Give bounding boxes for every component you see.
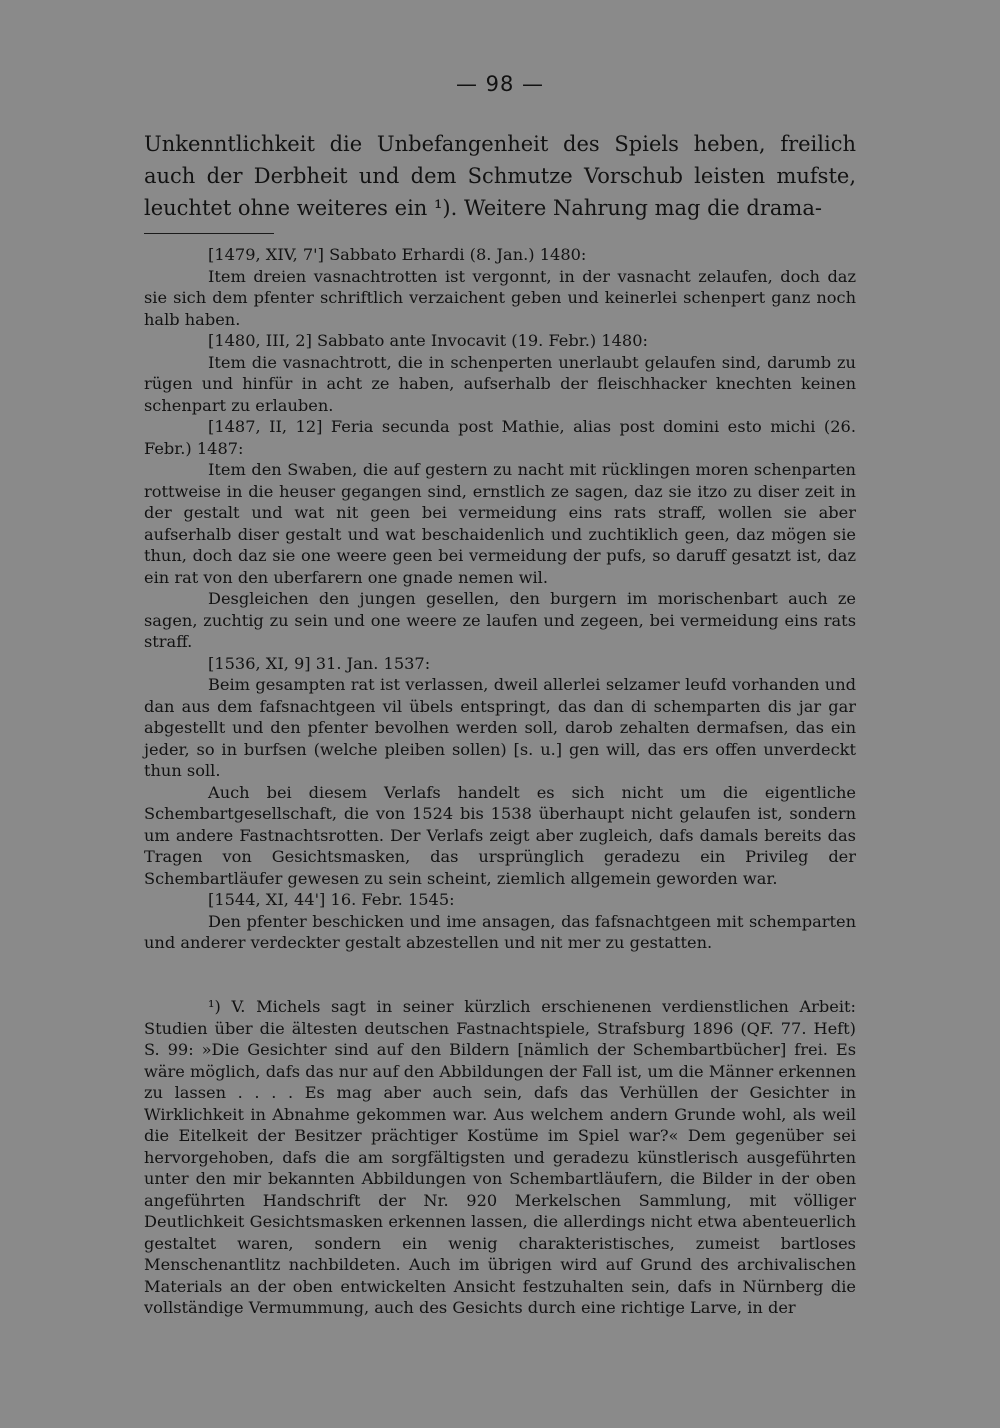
main-paragraph: Unkenntlichkeit die Unbefangenheit des Spiels heben, freilich auch der Derbheit und dem Schmutze Vorschub leisten mufste, leuchtet ohne weiteres ein ¹). Weitere Nahrung mag die drama- (144, 132, 856, 220)
note-paragraph: Beim gesampten rat ist verlassen, dweil allerlei selzamer leufd vorhanden und dan aus dem fafsnachtgeen vil übels entspringt, das dan di schemparten dis jar gar abgestellt und den pfenter bevolhen werden soll, darob zehalten dermafsen, das ein jeder, so in burfsen (welche pleiben sollen) [s. u.] gen will, das ers offen unverdeckt thun soll. (144, 675, 856, 780)
note-heading: [1480, III, 2] Sabbato ante Invocavit (19. Febr.) 1480: (208, 331, 648, 350)
note-heading: [1479, XIV, 7'] Sabbato Erhardi (8. Jan.) 1480: (208, 245, 587, 264)
footnote-block (144, 996, 856, 1319)
note-paragraph: Item dreien vasnachtrotten ist vergonnt, in der vasnacht zelaufen, doch daz sie sich dem pfenter schriftlich verzaichent geben und keinerlei schenpert ganz noch halb haben. (144, 266, 856, 329)
note-heading: [1544, XI, 44'] 16. Febr. 1545: (208, 890, 455, 909)
footnote-text: ¹) V. Michels sagt in seiner kürzlich erschienenen verdienstlichen Arbeit: Studien über die ältesten deutschen Fastnachtspiele, Strafsburg 1896 (QF. 77. Heft) S. 99: »Die Gesichter sind auf den Bildern [nämlich der Schembartbücher] frei. Es wäre möglich, dafs das nur auf den Abbildungen der Fall ist, um die Männer erkennen zu lassen . . . . Es mag aber auch sein, dafs das Verhüllen der Gesichter in Wirklichkeit in Abnahme gekommen war. Aus welchem andern Grunde wohl, als weil die Eitelkeit der Besitzer prächtiger Kostüme im Spiel war?« Dem gegenüber sei hervorgehoben, dafs die am sorgfältigsten und geradezu künstlerisch ausgeführten unter den mir bekannten Abbildungen von Schembartläufern, die Bilder in der oben angeführten Handschrift der Nr. 920 Merkelschen Sammlung, mit völliger Deutlichkeit Gesichtsmasken erkennen lassen, die allerdings nicht etwa abenteuerlich gestaltet waren, sondern ein wenig charakteristisches, zumeist bartloses Menschenantlitz nachbildeten. Auch im übrigen wird auf Grund des archivalischen Materials an der oben entwickelten Ansicht festzuhalten sein, dafs in Nürnberg die vollständige Vermummung, auch des Gesichts durch eine richtige Larve, in der (144, 997, 856, 1317)
note-paragraph: Item den Swaben, die auf gestern zu nacht mit rücklingen moren schenparten rottweise in die heuser gegangen sind, ernstlich ze sagen, daz sie itzo zu diser zeit in der gestalt und wat nit geen bei vermeidung eins rats straff, wollen sie aber aufserhalb diser gestalt und wat beschaidenlich und zuchtiklich geen, daz mögen sie thun, doch daz sie one weere geen bei vermeidung der pufs, so daruff gesatzt ist, daz ein rat von den uberfarern one gnade nemen wil. (144, 460, 856, 587)
note-paragraph: Den pfenter beschicken und ime ansagen, das fafsnachtgeen mit schemparten und anderer verdeckter gestalt abzestellen und nit mer zu gestatten. (144, 911, 856, 952)
note-paragraph: Desgleichen den jungen gesellen, den burgern im morischenbart auch ze sagen, zuchtig zu sein und one weere ze laufen und zegeen, bei vermeidung eins rats straff. (144, 589, 856, 651)
note-paragraph: [1487, II, 12] Feria secunda post Mathie, alias post domini esto michi (26. Febr.) 1487: (144, 417, 856, 458)
page-number: — 98 — (455, 72, 545, 96)
note-paragraph: Auch bei diesem Verlafs handelt es sich nicht um die eigentliche Schembartgesellschaft, die von 1524 bis 1538 überhaupt nicht gelaufen ist, sondern um andere Fastnachtsrotten. Der Verlafs zeigt aber zugleich, dafs damals bereits das Tragen von Gesichtsmasken, das ursprünglich geradezu ein Privileg der Schembartläufer gewesen zu sein scheint, ziemlich allgemein geworden war. (144, 782, 856, 888)
main-paragraph-block (144, 128, 856, 224)
footnote-divider (144, 233, 274, 234)
note-heading: [1536, XI, 9] 31. Jan. 1537: (208, 653, 431, 673)
archival-notes (144, 244, 856, 954)
note-paragraph: Item die vasnachtrott, die in schenperten unerlaubt gelaufen sind, darumb zu rügen und hinfür in acht ze haben, aufserhalb der fleischhacker knechten keinen schenpart zu erlauben. (144, 352, 856, 415)
